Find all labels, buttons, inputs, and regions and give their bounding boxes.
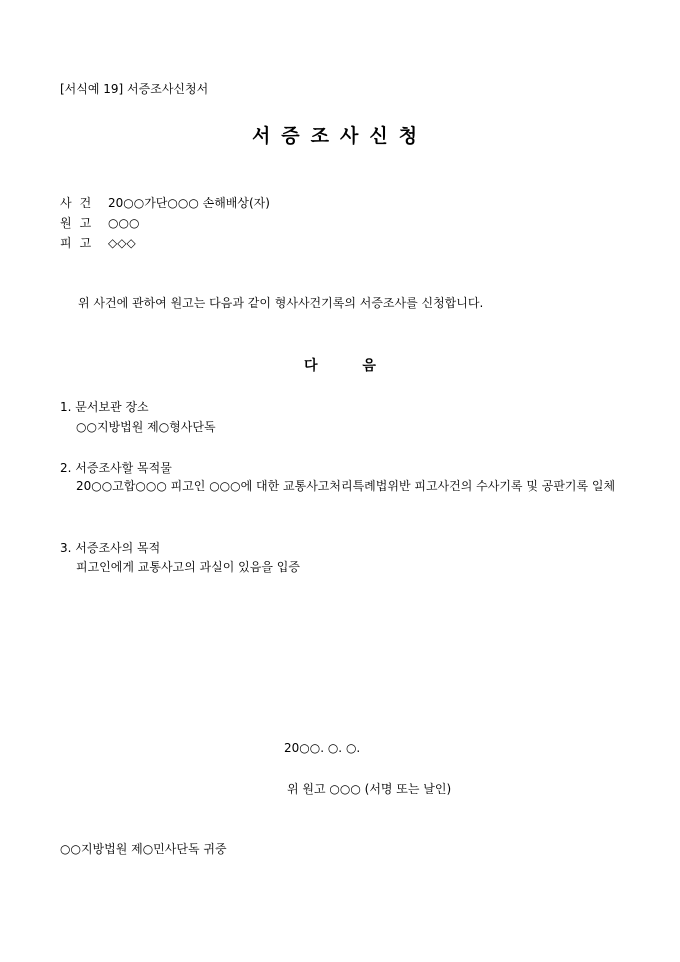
section-2-body: 20○○고합○○○ 피고인 ○○○에 대한 교통사고처리특례법위반 피고사건의 수사기록 및 공판기록 일체 bbox=[76, 479, 616, 493]
party-value: ○○○ bbox=[108, 216, 140, 230]
date-line: 20○○. ○. ○. bbox=[284, 741, 361, 755]
party-key: 원고 bbox=[60, 216, 100, 230]
section-1-title: 1. 문서보관 장소 bbox=[60, 400, 149, 414]
section-2-title: 2. 서증조사할 목적물 bbox=[60, 461, 172, 475]
party-row-case bbox=[60, 194, 270, 211]
party-row-defendant bbox=[60, 234, 136, 251]
party-value: 20○○가단○○○ 손해배상(자) bbox=[108, 196, 270, 210]
signature-line: 위 원고 ○○○ (서명 또는 날인) bbox=[287, 782, 452, 796]
court-addressee: ○○지방법원 제○민사단독 귀중 bbox=[60, 842, 227, 856]
party-value: ◇◇◇ bbox=[108, 236, 136, 250]
section-3-title: 3. 서증조사의 목적 bbox=[60, 541, 161, 555]
party-key: 피고 bbox=[60, 236, 100, 250]
section-3-body: 피고인에게 교통사고의 과실이 있음을 입증 bbox=[76, 560, 300, 574]
document-title: 서증조사신청 bbox=[251, 125, 429, 147]
party-key: 사건 bbox=[60, 196, 100, 210]
form-label: [서식예 19] 서증조사신청서 bbox=[60, 82, 209, 96]
intro-paragraph: 위 사건에 관하여 원고는 다음과 같이 형사사건기록의 서증조사를 신청합니다. bbox=[78, 296, 484, 310]
section-1-body: ○○지방법원 제○형사단독 bbox=[76, 420, 216, 434]
party-row-plaintiff bbox=[60, 214, 139, 231]
section-heading: 다 음 bbox=[304, 358, 376, 374]
